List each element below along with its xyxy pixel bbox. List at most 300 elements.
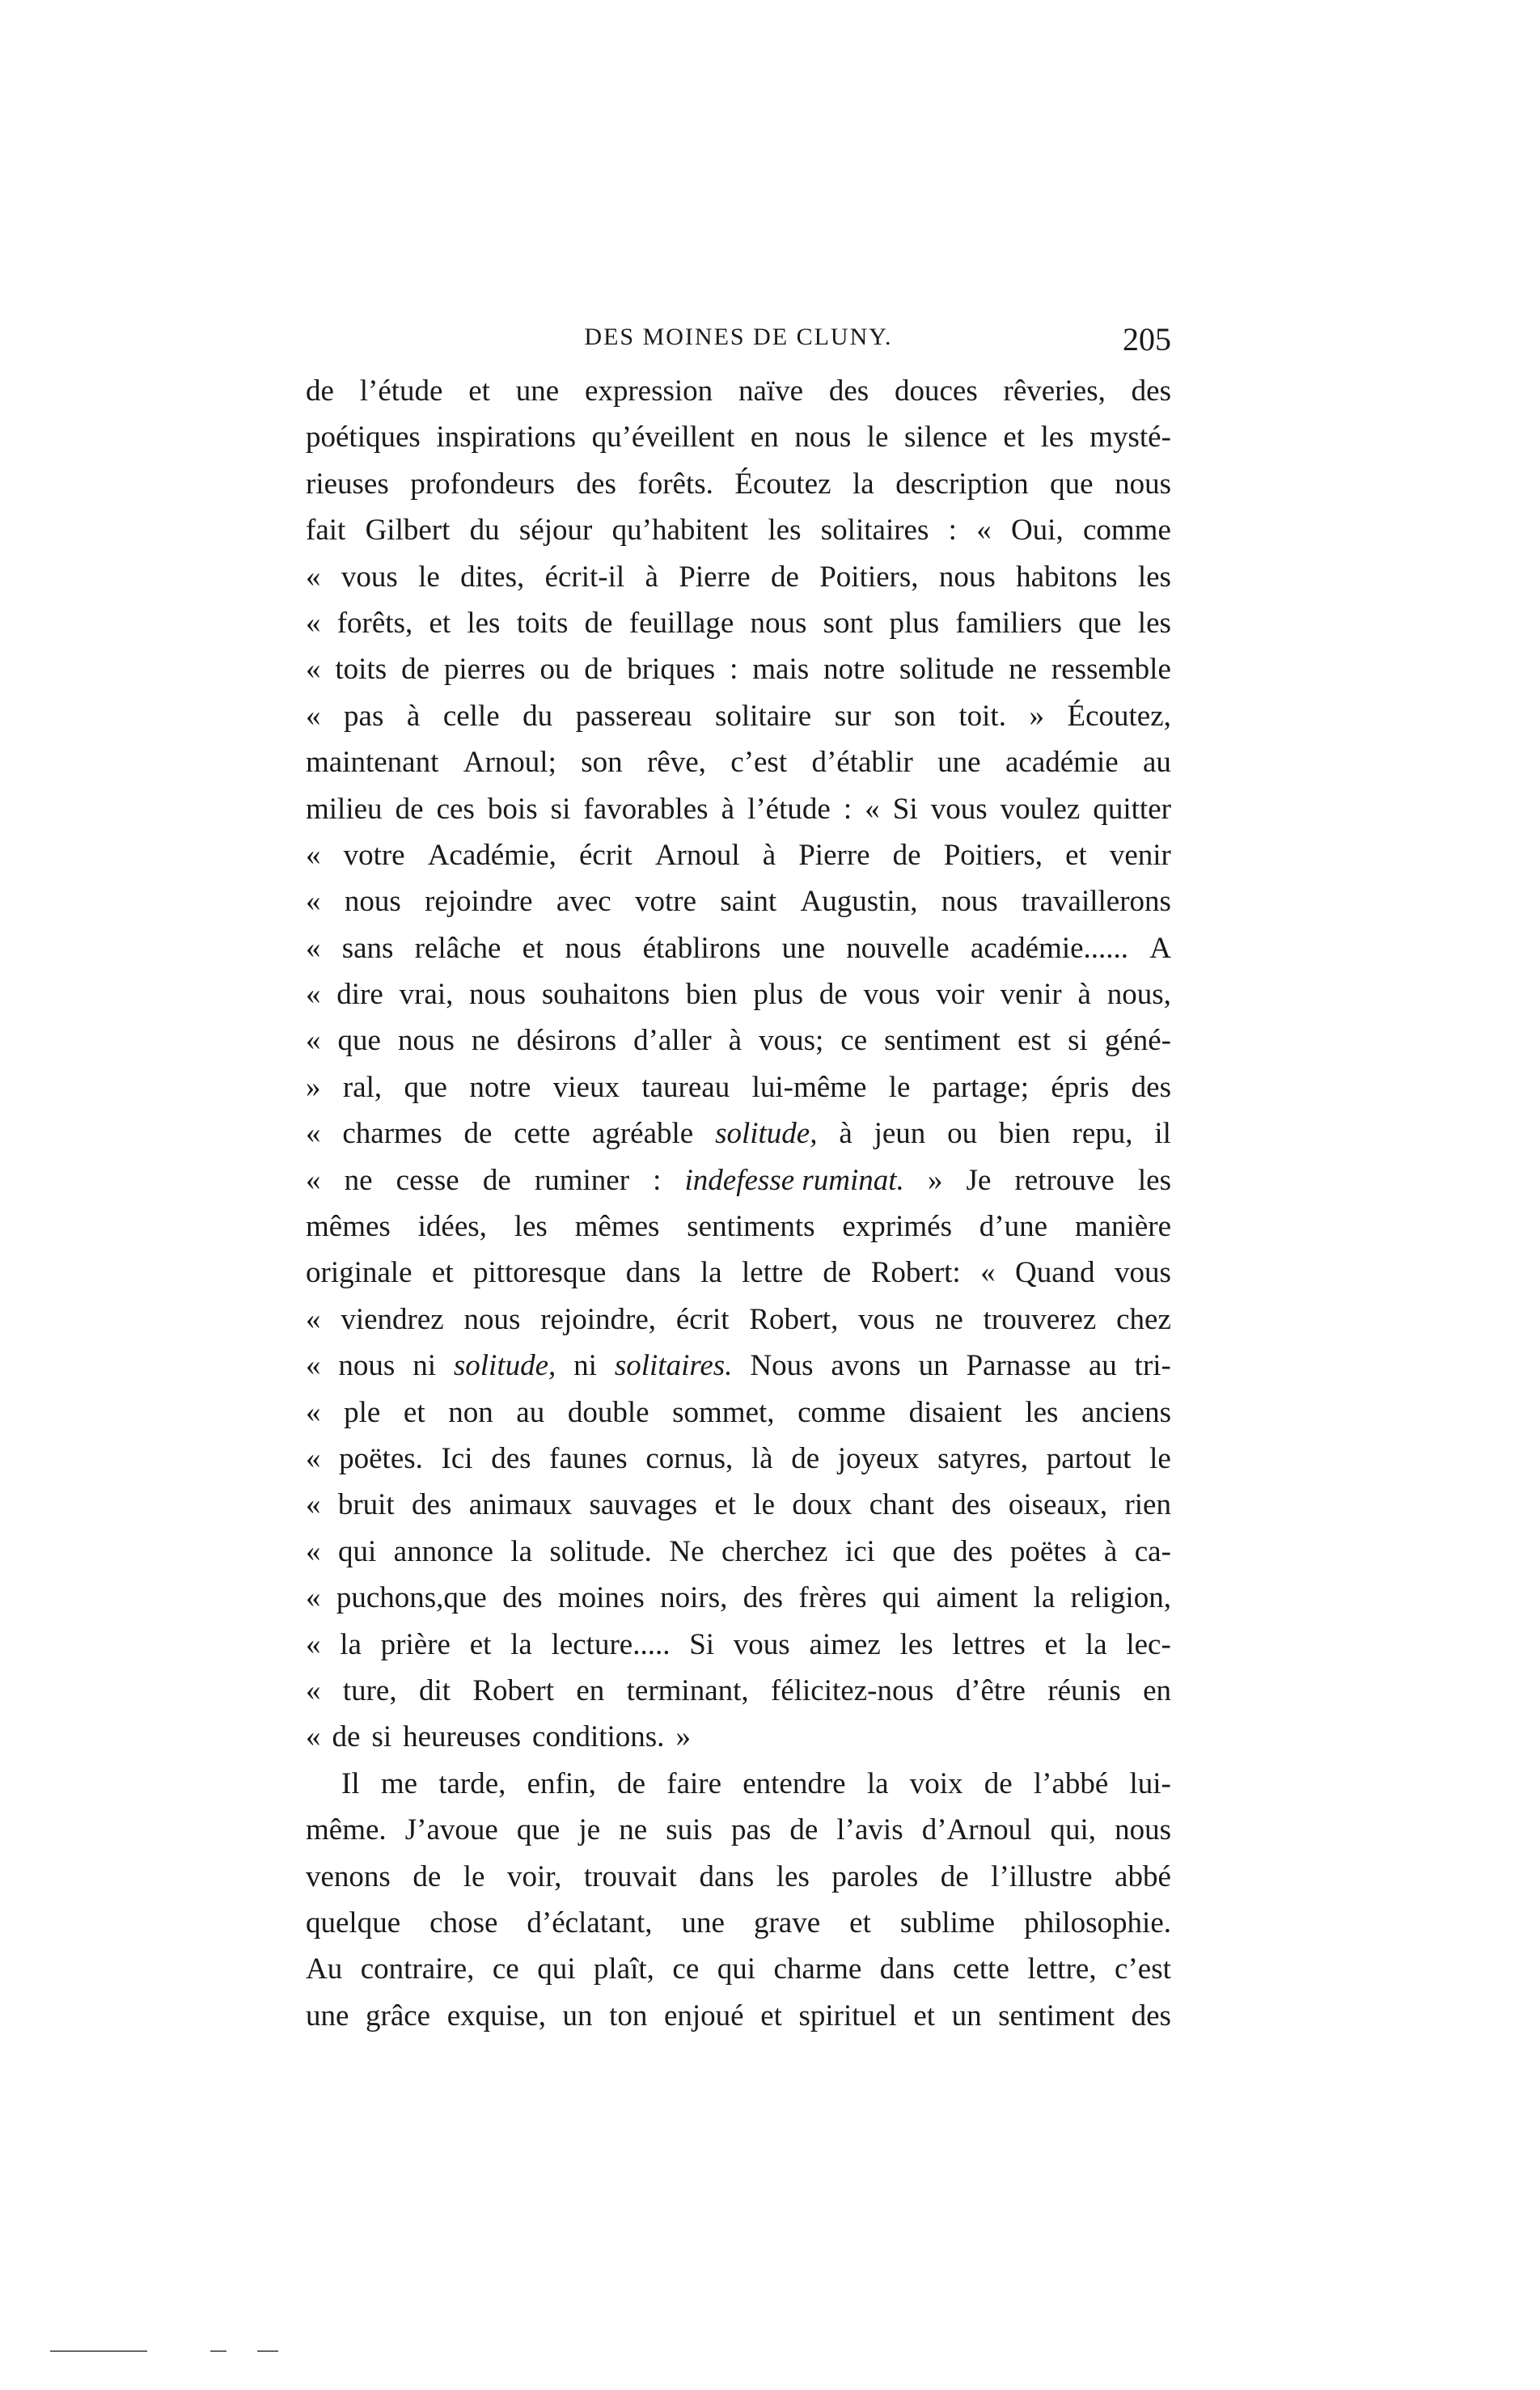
running-head (306, 320, 1171, 361)
word: vous (341, 560, 398, 594)
word: A (1149, 931, 1171, 965)
word: J’avoue (404, 1813, 498, 1847)
word: à (728, 1024, 742, 1058)
word: épris (1051, 1070, 1110, 1104)
word: « (306, 1488, 321, 1522)
word: la (1033, 1581, 1056, 1615)
word: satyres, (937, 1441, 1029, 1475)
word: ture, (342, 1673, 397, 1707)
word: rien (1124, 1488, 1171, 1522)
word: et (403, 1395, 425, 1429)
word: les (467, 606, 501, 640)
word: ce (840, 1024, 868, 1058)
word: vous (863, 978, 920, 1012)
word: solitude, (453, 1349, 556, 1383)
word: « (306, 1627, 321, 1661)
word: solitaires (820, 514, 929, 548)
word: en (750, 421, 779, 455)
word: Écoutez, (1067, 699, 1171, 733)
word: nous, (1106, 978, 1171, 1012)
text-line (306, 1157, 1171, 1203)
word: nous (1115, 1813, 1171, 1847)
word: repu, (1072, 1117, 1133, 1151)
word: et (522, 931, 544, 965)
word: nouvelle (846, 931, 950, 965)
word: charme (773, 1952, 862, 1986)
text-line (306, 1946, 1171, 1992)
word: pas (730, 1813, 772, 1847)
word: forêts. (637, 467, 713, 501)
word: en (576, 1673, 605, 1707)
text-line (306, 414, 1171, 460)
word: « (306, 1673, 321, 1707)
word: ca- (1134, 1534, 1171, 1568)
word: d’aller (633, 1024, 712, 1058)
word: académie (1005, 746, 1119, 780)
word: de (463, 1117, 493, 1151)
word: : (730, 653, 738, 687)
word: enjoué (663, 1999, 744, 2033)
word: de (892, 838, 921, 872)
word: « (306, 1395, 321, 1429)
word: charmes (342, 1117, 442, 1151)
text-line (306, 1390, 1171, 1436)
word: le (418, 560, 440, 594)
word: la (340, 1627, 362, 1661)
word: maintenant (306, 746, 439, 780)
word: Il (341, 1766, 360, 1800)
word: là (751, 1441, 773, 1475)
text-line (306, 832, 1171, 878)
word: lettre (742, 1256, 804, 1290)
word: ple (344, 1395, 381, 1429)
word: grâce (366, 1999, 431, 2033)
word: des (742, 1581, 784, 1615)
word: de (332, 1720, 361, 1754)
word: de (412, 1859, 442, 1893)
word: et (468, 374, 490, 408)
word: description (895, 467, 1029, 501)
text-line (306, 1993, 1171, 2039)
word: tri- (1134, 1349, 1171, 1383)
text-line (306, 1482, 1171, 1528)
word: de (482, 1163, 511, 1197)
word: sublime (899, 1906, 996, 1939)
word: c’est (1115, 1952, 1171, 1986)
word: est (1018, 1024, 1051, 1058)
word: Écoutez (734, 467, 831, 501)
word: paroles (831, 1859, 919, 1893)
word: dire (336, 978, 383, 1012)
word: partout (1046, 1441, 1132, 1475)
word: nous (565, 931, 622, 965)
word: une (515, 374, 560, 408)
word: tarde, (438, 1766, 506, 1800)
word: « (306, 1302, 321, 1336)
word: « (980, 1256, 996, 1290)
word: pittoresque (472, 1256, 607, 1290)
text-line (306, 1343, 1171, 1389)
word: ruminer (534, 1163, 630, 1197)
body-text (306, 368, 1171, 2039)
word: solitaire (715, 699, 812, 733)
word: jeun (874, 1117, 926, 1151)
word: des (502, 1581, 543, 1615)
word: les (768, 514, 802, 548)
word: il (1154, 1117, 1171, 1151)
word: : (843, 792, 852, 826)
word: travaillerons (1022, 885, 1171, 919)
text-line (306, 1529, 1171, 1575)
word: : (948, 514, 957, 548)
word: bien (685, 978, 738, 1012)
word: les (899, 1627, 933, 1661)
word: l’étude (359, 374, 443, 408)
word: taureau (641, 1070, 730, 1104)
word: les (1137, 606, 1171, 640)
word: et (913, 1999, 936, 2033)
word: et (760, 1999, 782, 2033)
word: Académie, (427, 838, 556, 872)
text-line (306, 1714, 1171, 1760)
word: vous (1115, 1256, 1171, 1290)
word: toits (516, 606, 569, 640)
word: partage; (932, 1070, 1029, 1104)
word: grave (753, 1906, 821, 1939)
word: nous (463, 1302, 521, 1336)
word: de (395, 792, 424, 826)
word: nous (941, 885, 998, 919)
word: sauvages (589, 1488, 698, 1522)
word: saint (720, 885, 777, 919)
word: lecture..... (551, 1627, 671, 1661)
word: à (762, 838, 776, 872)
word: comme (798, 1395, 886, 1429)
word: retrouve (1014, 1163, 1115, 1197)
word: d’éclatant, (527, 1906, 653, 1939)
word: les (1137, 560, 1171, 594)
word: même. (306, 1813, 387, 1847)
word: Oui, (1010, 514, 1064, 548)
word: mêmes (306, 1210, 391, 1244)
word: qui (337, 1534, 377, 1568)
word: rejoindre, (540, 1302, 657, 1336)
word: d’une (979, 1210, 1048, 1244)
word: Augustin, (800, 885, 918, 919)
word: et (429, 606, 451, 640)
word: venons (306, 1859, 391, 1893)
word: que (892, 1534, 936, 1568)
text-line (306, 646, 1171, 692)
word: rêve, (646, 746, 706, 780)
word: des (828, 374, 869, 408)
word: le (866, 421, 889, 455)
word: agréable (591, 1117, 694, 1151)
word: mêmes (574, 1210, 660, 1244)
word: votre (343, 838, 405, 872)
word: de (940, 1859, 969, 1893)
word: Nous (750, 1349, 814, 1383)
word: et (849, 1906, 871, 1939)
word: Je (966, 1163, 992, 1197)
word: des (576, 467, 616, 501)
text-line (306, 1668, 1171, 1714)
word: « (306, 1534, 321, 1568)
word: pas (344, 699, 384, 733)
word: qui (537, 1952, 576, 1986)
word: lui-même (751, 1070, 867, 1104)
word: bruit (337, 1488, 395, 1522)
page-number: 205 (1123, 321, 1171, 357)
word: une (681, 1906, 725, 1939)
word: solitude, (715, 1117, 818, 1151)
word: Si (689, 1627, 715, 1661)
word: que (1050, 467, 1094, 501)
word: la (866, 1766, 889, 1800)
text-line (306, 693, 1171, 739)
text-line (306, 1064, 1171, 1110)
word: exquise, (446, 1999, 546, 2033)
word: nous (938, 560, 996, 594)
word: frères (798, 1581, 867, 1615)
word: des (951, 1488, 992, 1522)
word: mysté- (1089, 421, 1171, 455)
word: dans (625, 1256, 681, 1290)
word: habitons (1016, 560, 1118, 594)
word: solitude (899, 653, 995, 687)
word: me (380, 1766, 418, 1800)
text-line (306, 739, 1171, 785)
text-line (306, 600, 1171, 646)
word: « (306, 1117, 321, 1151)
word: cette (514, 1117, 571, 1151)
word: lec- (1126, 1627, 1171, 1661)
word: Robert: (870, 1256, 961, 1290)
word: des (1131, 374, 1171, 408)
text-line (306, 554, 1171, 600)
word: « (306, 1441, 321, 1475)
word: au (516, 1395, 545, 1429)
word: « (306, 653, 321, 687)
word: qui, (1050, 1813, 1096, 1847)
word: inspirations (436, 421, 577, 455)
word: plaît, (593, 1952, 654, 1986)
word: à (839, 1117, 852, 1151)
word: lettre, (1027, 1952, 1097, 1986)
word: originale (306, 1256, 412, 1290)
word: des (953, 1534, 993, 1568)
word: écrit (579, 838, 632, 872)
word: Robert, (749, 1302, 839, 1336)
word: écrit (675, 1302, 730, 1336)
word: dit (418, 1673, 451, 1707)
word: toit. (958, 699, 1006, 733)
word: « (306, 1349, 321, 1383)
word: poëtes. (339, 1441, 423, 1475)
word: lettres (952, 1627, 1026, 1661)
word: vous (858, 1302, 916, 1336)
word: milieu (306, 792, 383, 826)
text-line (306, 368, 1171, 414)
word: cornus, (645, 1441, 734, 1475)
word: feuillage (628, 606, 734, 640)
word: les (1137, 1163, 1171, 1197)
word: ne (934, 1302, 963, 1336)
word: « (306, 1581, 321, 1615)
word: « (306, 1163, 321, 1197)
word: réunis (1047, 1673, 1121, 1707)
text-line (306, 786, 1171, 832)
word: dans (879, 1952, 935, 1986)
word: » (927, 1163, 943, 1197)
word: « (976, 514, 992, 548)
word: lui- (1129, 1766, 1171, 1800)
text-line (306, 1575, 1171, 1621)
word: vous; (759, 1024, 824, 1058)
word: faunes (549, 1441, 628, 1475)
word: favorables (583, 792, 709, 826)
word: « (306, 838, 321, 872)
word: quitter (1093, 792, 1171, 826)
word: et (714, 1488, 737, 1522)
word: Pierre (679, 560, 751, 594)
word: sentiment (884, 1024, 1001, 1058)
word: à (1103, 1534, 1118, 1568)
word: animaux (468, 1488, 573, 1522)
word: ni (412, 1349, 436, 1383)
word: de (789, 1813, 819, 1847)
word: d’établir (811, 746, 913, 780)
word: c’est (730, 746, 788, 780)
word: les (1040, 421, 1074, 455)
word: l’abbé (1033, 1766, 1109, 1800)
word: philosophie. (1024, 1906, 1171, 1939)
word: de (770, 560, 799, 594)
word: solitude. (549, 1534, 652, 1568)
word: ni (573, 1349, 597, 1383)
word: que (404, 1070, 447, 1104)
word: la (510, 1627, 532, 1661)
word: doux (792, 1488, 852, 1522)
word: d’Arnoul (921, 1813, 1032, 1847)
word: Au (306, 1952, 343, 1986)
word: prière (380, 1627, 451, 1661)
text-line (306, 1622, 1171, 1668)
word: notre (823, 653, 886, 687)
word: manière (1074, 1210, 1171, 1244)
word: l’illustre (991, 1859, 1093, 1893)
word: Pierre (798, 838, 870, 872)
word: « (865, 792, 880, 826)
word: avec (556, 885, 611, 919)
word: puchons,que (336, 1581, 487, 1615)
word: moines (557, 1581, 645, 1615)
word: spirituel (798, 1999, 897, 2033)
word: au (1143, 746, 1171, 780)
word: l’étude (747, 792, 831, 826)
word: heureuses (403, 1720, 522, 1754)
word: trouvait (583, 1859, 677, 1893)
word: cesse (396, 1163, 459, 1197)
word: Robert (472, 1673, 555, 1707)
word: nous (469, 978, 527, 1012)
text-line (306, 878, 1171, 924)
word: les (776, 1859, 810, 1893)
word: fait (306, 514, 346, 548)
word: vieux (552, 1070, 620, 1104)
word: des (1131, 1999, 1171, 2033)
word: Arnoul (654, 838, 740, 872)
word: nous (338, 1349, 396, 1383)
word: de (617, 1766, 646, 1800)
word: Poitiers, (819, 560, 919, 594)
word: Arnoul; (463, 746, 556, 780)
word: au (1088, 1349, 1117, 1383)
word: disaient (908, 1395, 1002, 1429)
word: sans (341, 931, 394, 965)
word: vrai, (399, 978, 454, 1012)
word: anciens (1081, 1395, 1171, 1429)
word: sont (823, 606, 874, 640)
word: de (819, 978, 848, 1012)
word: « (306, 560, 321, 594)
footer-rule (257, 2350, 278, 2352)
word: votre (634, 885, 697, 919)
word: académie...... (970, 931, 1129, 965)
word: séjour (518, 514, 593, 548)
word: le (753, 1488, 776, 1522)
word: de (401, 653, 429, 687)
word: Quand (1014, 1256, 1095, 1290)
word: : (653, 1163, 662, 1197)
text-line (306, 1436, 1171, 1482)
word: que (516, 1813, 561, 1847)
word: de (306, 374, 334, 408)
word: voir (936, 978, 984, 1012)
word: qu’habitent (611, 514, 749, 548)
word: sentiment (998, 1999, 1115, 2033)
word: profondeurs (410, 467, 556, 501)
text-line (306, 1297, 1171, 1343)
word: désirons (516, 1024, 617, 1058)
word: aiment (936, 1581, 1018, 1615)
word: » (675, 1720, 691, 1754)
word: » (1029, 699, 1044, 733)
word: des (1131, 1070, 1171, 1104)
word: viendrez (341, 1302, 444, 1336)
word: ces (436, 792, 475, 826)
word: plus (753, 978, 804, 1012)
word: qui (882, 1581, 921, 1615)
word: nous (1115, 467, 1171, 501)
word: ne (344, 1163, 373, 1197)
word: annonce (393, 1534, 493, 1568)
word: et (431, 1256, 454, 1290)
word: ici (844, 1534, 875, 1568)
word: idées, (417, 1210, 487, 1244)
word: passereau (575, 699, 692, 733)
word: rêveries, (1003, 374, 1106, 408)
word: une (306, 1999, 349, 2033)
word: sur (834, 699, 871, 733)
word: Gilbert (365, 514, 451, 548)
word: « (306, 885, 321, 919)
word: trouverez (983, 1302, 1097, 1336)
word: écrit-il (544, 560, 625, 594)
word: félicitez-nous (771, 1673, 934, 1707)
word: de (984, 1766, 1013, 1800)
word: établirons (642, 931, 761, 965)
